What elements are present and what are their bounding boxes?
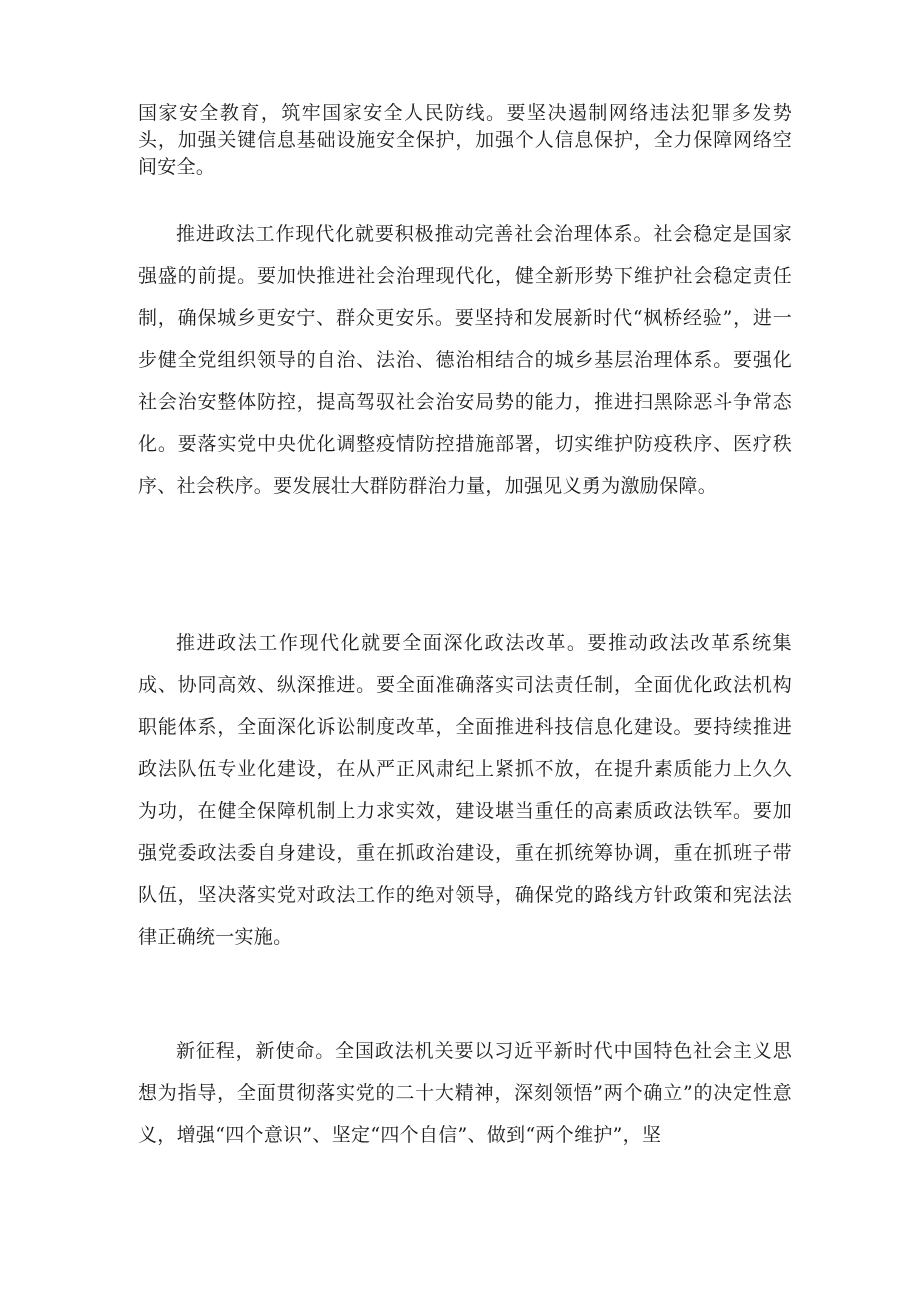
paragraph-social-governance: 推进政法工作现代化就要积极推动完善社会治理体系。社会稳定是国家强盛的前提。要加快推进社会治理现代化，健全新形势下维护社会稳定责任制，确保城乡更安宁、群众更安乐。要坚持和发展新时代“枫桥经验”，进一步健全党组织领导的自治、法治、德治相结合的城乡基层治理体系。要强化社会治安整体防控，提高驾驭社会治安局势的能力，推进扫黑除恶斗争常态化。要落实党中央优化调整疫情防控措施部署，切实维护防疫秩序、医疗秩序、社会秩序。要发展壮大群防群治力量，加强见义勇为激励保障。: [138, 223, 792, 497]
paragraph-political-legal-reform: 推进政法工作现代化就要全面深化政法改革。要推动政法改革系统集成、协同高效、纵深推进。要全面准确落实司法责任制，全面优化政法机构职能体系，全面深化诉讼制度改革，全面推进科技信息化建设。要持续推进政法队伍专业化建设，在从严正风肃纪上紧抓不放，在提升素质能力上久久为功，在健全保障机制上力求实效，建设堪当重任的高素质政法铁军。要加强党委政法委自身建设，重在抓政治建设，重在抓统筹协调，重在抓班子带队伍，坚决落实党对政法工作的绝对领导，确保党的路线方针政策和宪法法律正确统一实施。: [138, 632, 792, 948]
paragraph-national-security-continued: 国家安全教育，筑牢国家安全人民防线。要坚决遏制网络违法犯罪多发势头，加强关键信息基础设施安全保护，加强个人信息保护，全力保障网络空间安全。: [138, 102, 792, 178]
paragraph-new-journey: 新征程，新使命。全国政法机关要以习近平新时代中国特色社会主义思想为指导，全面贯彻落实党的二十大精神，深刻领悟”两个确立”的决定性意义，增强“四个意识”、坚定“四个自信”、做到“两个维护”，坚: [138, 1040, 792, 1146]
